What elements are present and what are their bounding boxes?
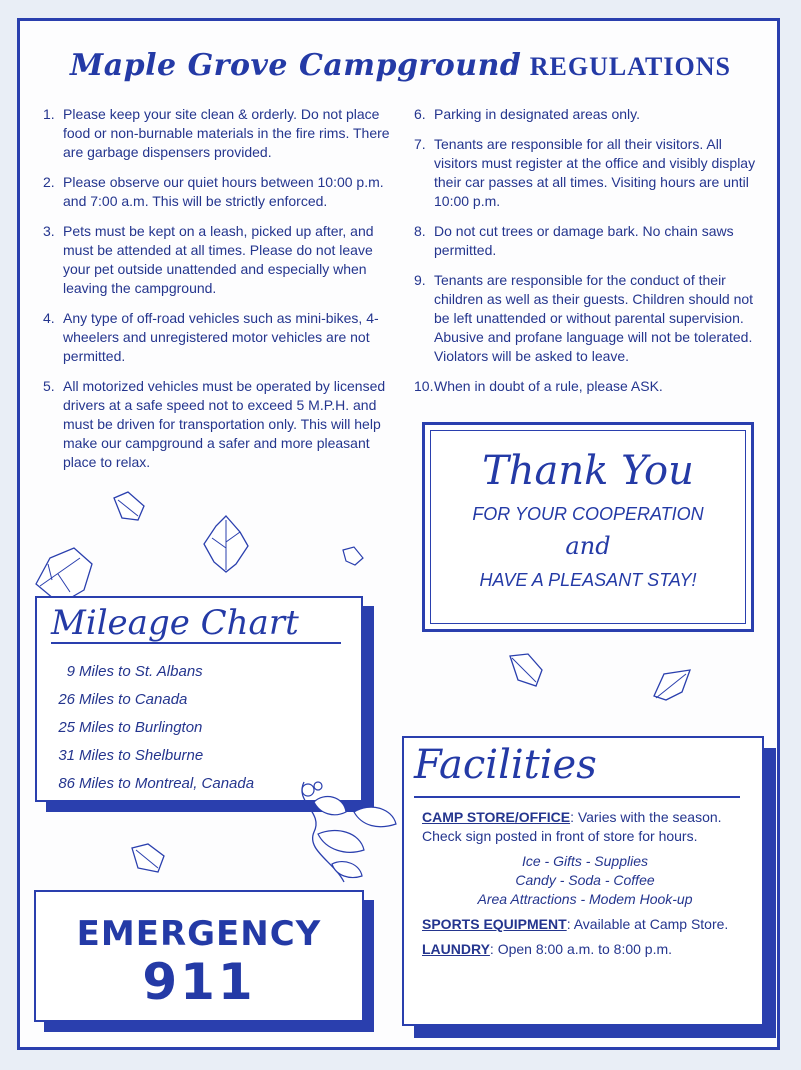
vine-ornament-icon — [284, 772, 404, 892]
rule-item — [414, 105, 764, 124]
rule-item — [414, 271, 764, 366]
rule-item — [43, 173, 393, 211]
rule-text: Please keep your site clean & orderly. Do not place food or non-burnable materials in the fire rims. There are garbage dispensers provided. — [63, 106, 390, 160]
rule-number: 3. — [43, 223, 55, 239]
rule-item — [43, 222, 393, 298]
sports-equipment-section — [422, 915, 748, 934]
mileage-miles: 86 — [58, 775, 75, 792]
rule-item — [414, 135, 764, 211]
rule-text: Tenants are responsible for the conduct of their children as well as their guests. Children should not be left unattended or without parental supervision. Abusive and profane language will not be tolerated. Violators will be asked to leave. — [434, 272, 754, 364]
rule-number: 4. — [43, 310, 55, 326]
maple-leaf-icon — [128, 840, 168, 876]
rule-item — [414, 222, 764, 260]
rule-text: All motorized vehicles must be operated by licensed drivers at a safe speed not to exceed 5 M.P.H. and must be driven for transportation only. This will help make our campground a safer and more pleasant place to relax. — [63, 378, 386, 470]
rule-item — [43, 377, 393, 472]
rule-number: 8. — [414, 223, 426, 239]
maple-leaf-icon — [340, 544, 366, 568]
mileage-destination: Miles to Canada — [79, 691, 188, 708]
rule-number: 9. — [414, 272, 426, 288]
mileage-destination: Miles to Burlington — [79, 719, 203, 736]
camp-store-items — [422, 852, 748, 909]
rule-number: 1. — [43, 106, 55, 122]
rule-number: 6. — [414, 106, 426, 122]
facilities-box — [402, 736, 764, 1026]
mileage-miles: 9 — [66, 663, 75, 680]
rule-item — [43, 309, 393, 366]
laundry-text: : Open 8:00 a.m. to 8:00 p.m. — [489, 941, 673, 957]
mileage-item — [37, 742, 361, 770]
store-item-line: Ice - Gifts - Supplies — [521, 853, 649, 869]
rules-left-column — [43, 105, 393, 483]
camp-store-section — [422, 808, 748, 846]
mileage-destination: Miles to Shelburne — [79, 747, 204, 764]
rule-text: Tenants are responsible for all their visitors. All visitors must register at the office and visibly display their car passes at all times. Visiting hours are until 10:00 p.m. — [434, 136, 756, 209]
emergency-label: EMERGENCY — [76, 914, 322, 954]
mileage-chart-title: Mileage Chart — [51, 603, 299, 643]
thank-you-inner-frame — [430, 430, 746, 624]
facilities-body — [404, 798, 762, 959]
mileage-destination: Miles to St. Albans — [79, 663, 203, 680]
mileage-item — [37, 714, 361, 742]
laundry-heading: LAUNDRY — [422, 941, 490, 957]
mileage-item — [37, 686, 361, 714]
rule-text: Pets must be kept on a leash, picked up after, and must be attended at all times. Please do not leave your pet outside unattended and especially when leaving the campground. — [63, 223, 374, 296]
maple-leaf-icon — [200, 512, 252, 574]
maple-leaf-icon — [650, 666, 694, 704]
thank-you-pleasant-stay: HAVE A PLEASANT STAY! — [479, 570, 697, 590]
mileage-miles: 26 — [58, 691, 75, 708]
mileage-miles: 31 — [58, 747, 75, 764]
emergency-number: 911 — [142, 953, 256, 1011]
rule-text: Do not cut trees or damage bark. No chain saws permitted. — [434, 223, 734, 258]
store-item-line: Area Attractions - Modem Hook-up — [477, 891, 693, 907]
rule-text: Parking in designated areas only. — [434, 106, 640, 122]
emergency-box — [34, 890, 364, 1022]
camp-store-text: : Varies with the season. Check sign posted in front of store for hours. — [422, 809, 722, 844]
maple-leaf-icon — [506, 650, 546, 690]
rule-text: When in doubt of a rule, please ASK. — [434, 378, 663, 394]
thank-you-and: and — [565, 532, 611, 560]
rules-right-column — [414, 105, 764, 407]
rule-item — [414, 377, 764, 396]
rule-text: Please observe our quiet hours between 10:00 p.m. and 7:00 a.m. This will be strictly enforced. — [63, 174, 384, 209]
rule-number: 10. — [414, 378, 434, 394]
facilities-title: Facilities — [414, 742, 597, 788]
mileage-destination: Miles to Montreal, Canada — [79, 775, 255, 792]
mileage-item — [37, 658, 361, 686]
sports-equipment-heading: SPORTS EQUIPMENT — [422, 916, 567, 932]
rule-text: Any type of off-road vehicles such as mini-bikes, 4-wheelers and unregistered motor vehicles are not permitted. — [63, 310, 379, 364]
thank-you-title: Thank You — [482, 448, 694, 494]
maple-leaf-icon — [110, 488, 148, 524]
rule-number: 5. — [43, 378, 55, 394]
rule-number: 7. — [414, 136, 426, 152]
page-title — [0, 48, 801, 85]
title-campground-name: Maple Grove Campground — [70, 48, 522, 83]
rule-item — [43, 105, 393, 162]
laundry-section — [422, 940, 748, 959]
thank-you-cooperation: FOR YOUR COOPERATION — [472, 504, 704, 524]
store-item-line: Candy - Soda - Coffee — [515, 872, 655, 888]
rule-number: 2. — [43, 174, 55, 190]
sports-equipment-text: : Available at Camp Store. — [566, 916, 729, 932]
thank-you-box — [422, 422, 754, 632]
mileage-miles: 25 — [58, 719, 75, 736]
title-regulations: REGULATIONS — [529, 52, 731, 81]
camp-store-heading: CAMP STORE/OFFICE — [422, 809, 571, 825]
